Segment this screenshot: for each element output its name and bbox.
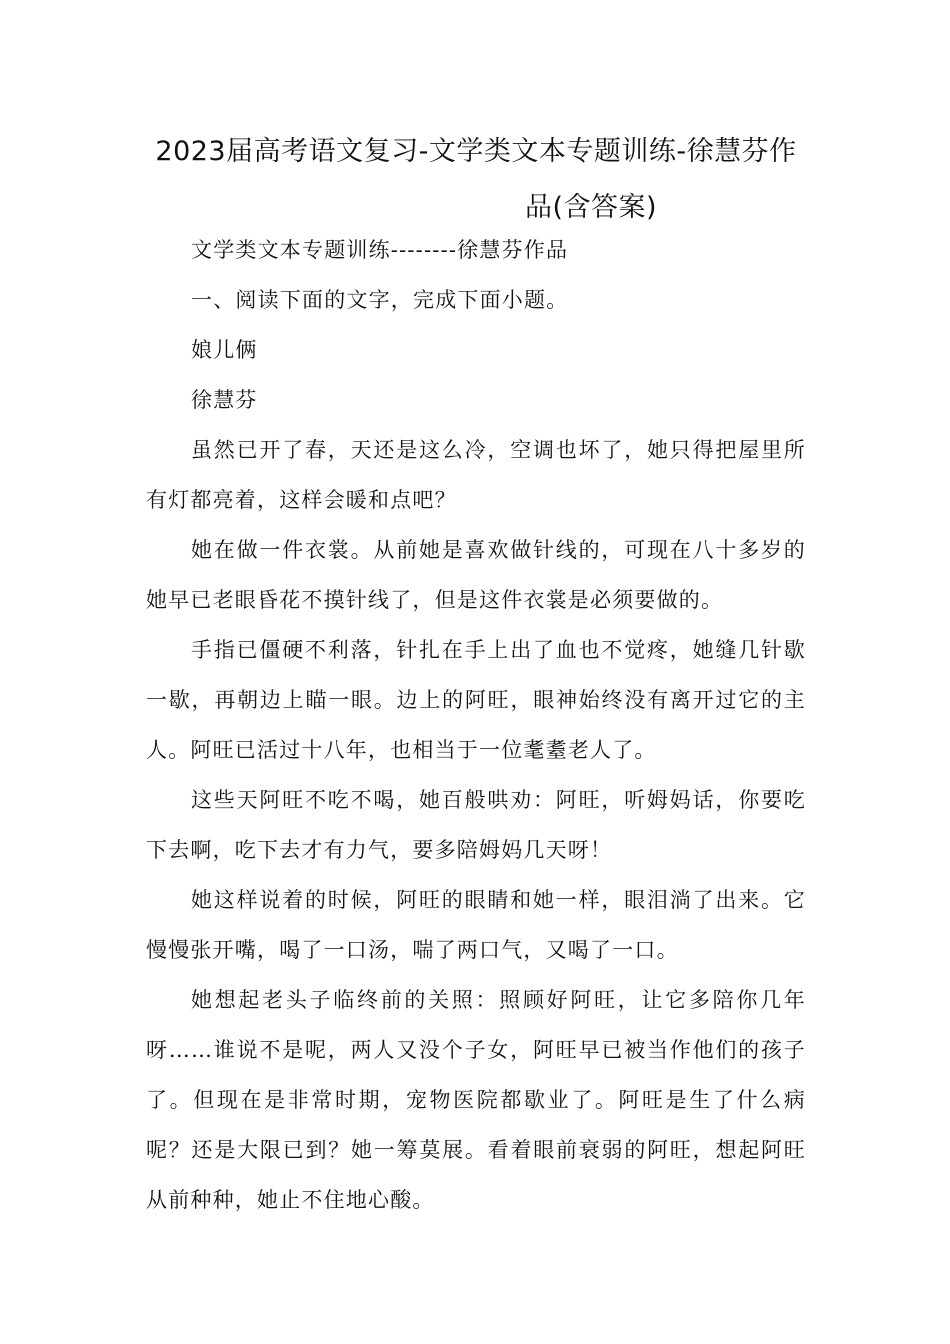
paragraph: 她在做一件衣裳。从前她是喜欢做针线的，可现在八十多岁的她早已老眼昏花不摸针线了，但是这件衣裳是必须要做的。 xyxy=(146,538,806,612)
title-line-1: 2023届高考语文复习-文学类文本专题训练-徐慧芬作 xyxy=(155,136,797,167)
paragraph: 虽然已开了春，天还是这么冷，空调也坏了，她只得把屋里所有灯都亮着，这样会暖和点吧？ xyxy=(146,438,806,512)
paragraph: 她这样说着的时候，阿旺的眼睛和她一样，眼泪淌了出来。它慢慢张开嘴，喝了一口汤，喘了两口气，又喝了一口。 xyxy=(146,888,806,962)
document-title xyxy=(146,124,806,236)
title-line-2: 品(含答案) xyxy=(524,192,658,223)
story-title: 娘儿俩 xyxy=(191,338,258,362)
paragraph: 这些天阿旺不吃不喝，她百般哄劝：阿旺，听姆妈话，你要吃下去啊，吃下去才有力气，要多陪姆妈几天呀！ xyxy=(146,788,806,862)
paragraph: 她想起老头子临终前的关照：照顾好阿旺，让它多陪你几年呀……谁说不是呢，两人又没个子女，阿旺早已被当作他们的孩子了。但现在是非常时期，宠物医院都歇业了。阿旺是生了什么病呢？还是大限已到？她一筹莫展。看着眼前衰弱的阿旺，想起阿旺从前种种，她止不住地心酸。 xyxy=(146,988,806,1212)
document-body xyxy=(146,225,806,1225)
section-heading: 文学类文本专题训练--------徐慧芬作品 xyxy=(191,238,569,262)
question-instruction: 一、阅读下面的文字，完成下面小题。 xyxy=(191,288,569,312)
story-author: 徐慧芬 xyxy=(191,388,258,412)
paragraph: 手指已僵硬不利落，针扎在手上出了血也不觉疼，她缝几针歇一歇，再朝边上瞄一眼。边上的阿旺，眼神始终没有离开过它的主人。阿旺已活过十八年，也相当于一位耄耋老人了。 xyxy=(146,638,806,762)
